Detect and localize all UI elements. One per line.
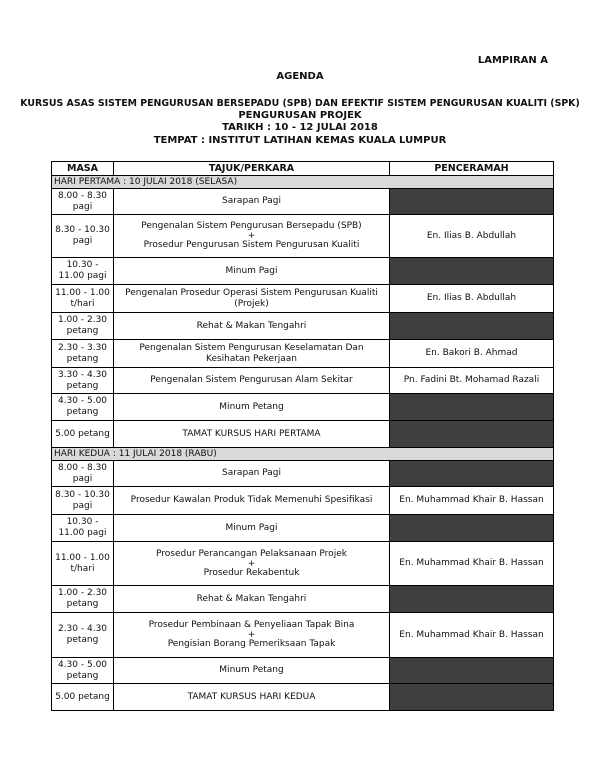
- masa-cell: 11.00 - 1.00 t/hari: [52, 285, 114, 313]
- tajuk-cell: Prosedur Kawalan Produk Tidak Memenuhi Spesifikasi: [114, 487, 390, 515]
- header-tajuk: TAJUK/PERKARA: [114, 162, 390, 176]
- tajuk-cell: TAMAT KURSUS HARI KEDUA: [114, 684, 390, 711]
- penceramah-cell: En. Muhammad Khair B. Hassan: [390, 613, 554, 658]
- tajuk-cell: [114, 542, 390, 586]
- penceramah-cell: [390, 189, 554, 215]
- day-label: HARI KEDUA : 11 JULAI 2018 (RABU): [52, 448, 554, 461]
- masa-cell: 3.30 - 4.30 petang: [52, 368, 114, 394]
- tajuk-line-2: Pengisian Borang Pemeriksaan Tapak: [167, 639, 336, 649]
- masa-cell: 8.30 - 10.30 pagi: [52, 487, 114, 515]
- course-subtitle: PENGURUSAN PROJEK: [238, 110, 362, 121]
- header-penceramah: PENCERAMAH: [390, 162, 554, 176]
- day-label: HARI PERTAMA : 10 JULAI 2018 (SELASA): [52, 176, 554, 189]
- agenda-table: [51, 161, 554, 711]
- tajuk-line-2: Prosedur Pengurusan Sistem Pengurusan Kualiti: [143, 240, 360, 250]
- table-row: [52, 421, 554, 448]
- masa-cell: 1.00 - 2.30 petang: [52, 586, 114, 613]
- tajuk-cell: Sarapan Pagi: [114, 461, 390, 487]
- penceramah-cell: En. Ilias B. Abdullah: [390, 285, 554, 313]
- penceramah-cell: En. Muhammad Khair B. Hassan: [390, 542, 554, 586]
- lampiran-label: LAMPIRAN A: [477, 55, 548, 66]
- penceramah-cell: [390, 658, 554, 684]
- tajuk-cell: Sarapan Pagi: [114, 189, 390, 215]
- masa-cell: 8.30 - 10.30 pagi: [52, 215, 114, 258]
- penceramah-cell: En. Ilias B. Abdullah: [390, 215, 554, 258]
- tajuk-cell: Minum Petang: [114, 658, 390, 684]
- venue-line: TEMPAT : INSTITUT LATIHAN KEMAS KUALA LUMPUR: [153, 135, 447, 146]
- table-row: [52, 258, 554, 285]
- table-row: [52, 394, 554, 421]
- plus-sign: +: [247, 630, 256, 640]
- header-masa: MASA: [52, 162, 114, 176]
- table-row: [52, 215, 554, 258]
- tajuk-cell: Pengenalan Prosedur Operasi Sistem Pengurusan Kualiti (Projek): [114, 285, 390, 313]
- table-row: [52, 313, 554, 340]
- masa-cell: 11.00 - 1.00 t/hari: [52, 542, 114, 586]
- tajuk-cell: TAMAT KURSUS HARI PERTAMA: [114, 421, 390, 448]
- tajuk-line-1: Pengenalan Sistem Pengurusan Bersepadu (SPB): [141, 221, 362, 231]
- penceramah-cell: [390, 515, 554, 542]
- plus-sign: +: [247, 558, 256, 569]
- penceramah-cell: [390, 394, 554, 421]
- table-row: [52, 515, 554, 542]
- tajuk-cell: Minum Pagi: [114, 515, 390, 542]
- masa-cell: 2.30 - 3.30 petang: [52, 340, 114, 368]
- tajuk-cell: Minum Pagi: [114, 258, 390, 285]
- tajuk-cell: Minum Petang: [114, 394, 390, 421]
- penceramah-cell: [390, 313, 554, 340]
- table-row: [52, 613, 554, 658]
- masa-cell: 5.00 petang: [52, 684, 114, 711]
- plus-sign: +: [247, 231, 256, 241]
- day-header-row: [52, 448, 554, 461]
- tajuk-line-1: Prosedur Pembinaan & Penyeliaan Tapak Bina: [148, 620, 355, 630]
- tajuk-cell: Pengenalan Sistem Pengurusan Alam Sekitar: [114, 368, 390, 394]
- table-row: [52, 340, 554, 368]
- table-row: [52, 487, 554, 515]
- tajuk-cell: Pengenalan Sistem Pengurusan Keselamatan Dan Kesihatan Pekerjaan: [114, 340, 390, 368]
- agenda-title: AGENDA: [276, 71, 324, 82]
- table-header-row: [52, 162, 554, 176]
- day-header-row: [52, 176, 554, 189]
- tajuk-cell: Rehat & Makan Tengahri: [114, 313, 390, 340]
- tajuk-cell: Rehat & Makan Tengahri: [114, 586, 390, 613]
- penceramah-cell: En. Bakori B. Ahmad: [390, 340, 554, 368]
- penceramah-cell: Pn. Fadini Bt. Mohamad Razali: [390, 368, 554, 394]
- tajuk-cell: [114, 613, 390, 658]
- tajuk-line-2: Prosedur Rekabentuk: [203, 567, 300, 578]
- tajuk-line-1: Prosedur Perancangan Pelaksanaan Projek: [156, 548, 347, 559]
- masa-cell: 4.30 - 5.00 petang: [52, 394, 114, 421]
- table-row: [52, 285, 554, 313]
- penceramah-cell: [390, 586, 554, 613]
- table-row: [52, 368, 554, 394]
- masa-cell: 2.30 - 4.30 petang: [52, 613, 114, 658]
- table-row: [52, 189, 554, 215]
- masa-cell: 8.00 - 8.30 pagi: [52, 189, 114, 215]
- masa-cell: 1.00 - 2.30 petang: [52, 313, 114, 340]
- course-title: KURSUS ASAS SISTEM PENGURUSAN BERSEPADU (SPB) DAN EFEKTIF SISTEM PENGURUSAN KUALITI (SPK): [20, 98, 580, 109]
- penceramah-cell: [390, 461, 554, 487]
- tajuk-cell: [114, 215, 390, 258]
- table-row: [52, 586, 554, 613]
- masa-cell: 10.30 - 11.00 pagi: [52, 515, 114, 542]
- masa-cell: 10.30 - 11.00 pagi: [52, 258, 114, 285]
- masa-cell: 8.00 - 8.30 pagi: [52, 461, 114, 487]
- masa-cell: 4.30 - 5.00 petang: [52, 658, 114, 684]
- date-line: TARIKH : 10 - 12 JULAI 2018: [222, 122, 378, 133]
- masa-cell: 5.00 petang: [52, 421, 114, 448]
- table-row: [52, 658, 554, 684]
- penceramah-cell: [390, 684, 554, 711]
- penceramah-cell: En. Muhammad Khair B. Hassan: [390, 487, 554, 515]
- table-row: [52, 684, 554, 711]
- table-row: [52, 461, 554, 487]
- penceramah-cell: [390, 421, 554, 448]
- penceramah-cell: [390, 258, 554, 285]
- table-row: [52, 542, 554, 586]
